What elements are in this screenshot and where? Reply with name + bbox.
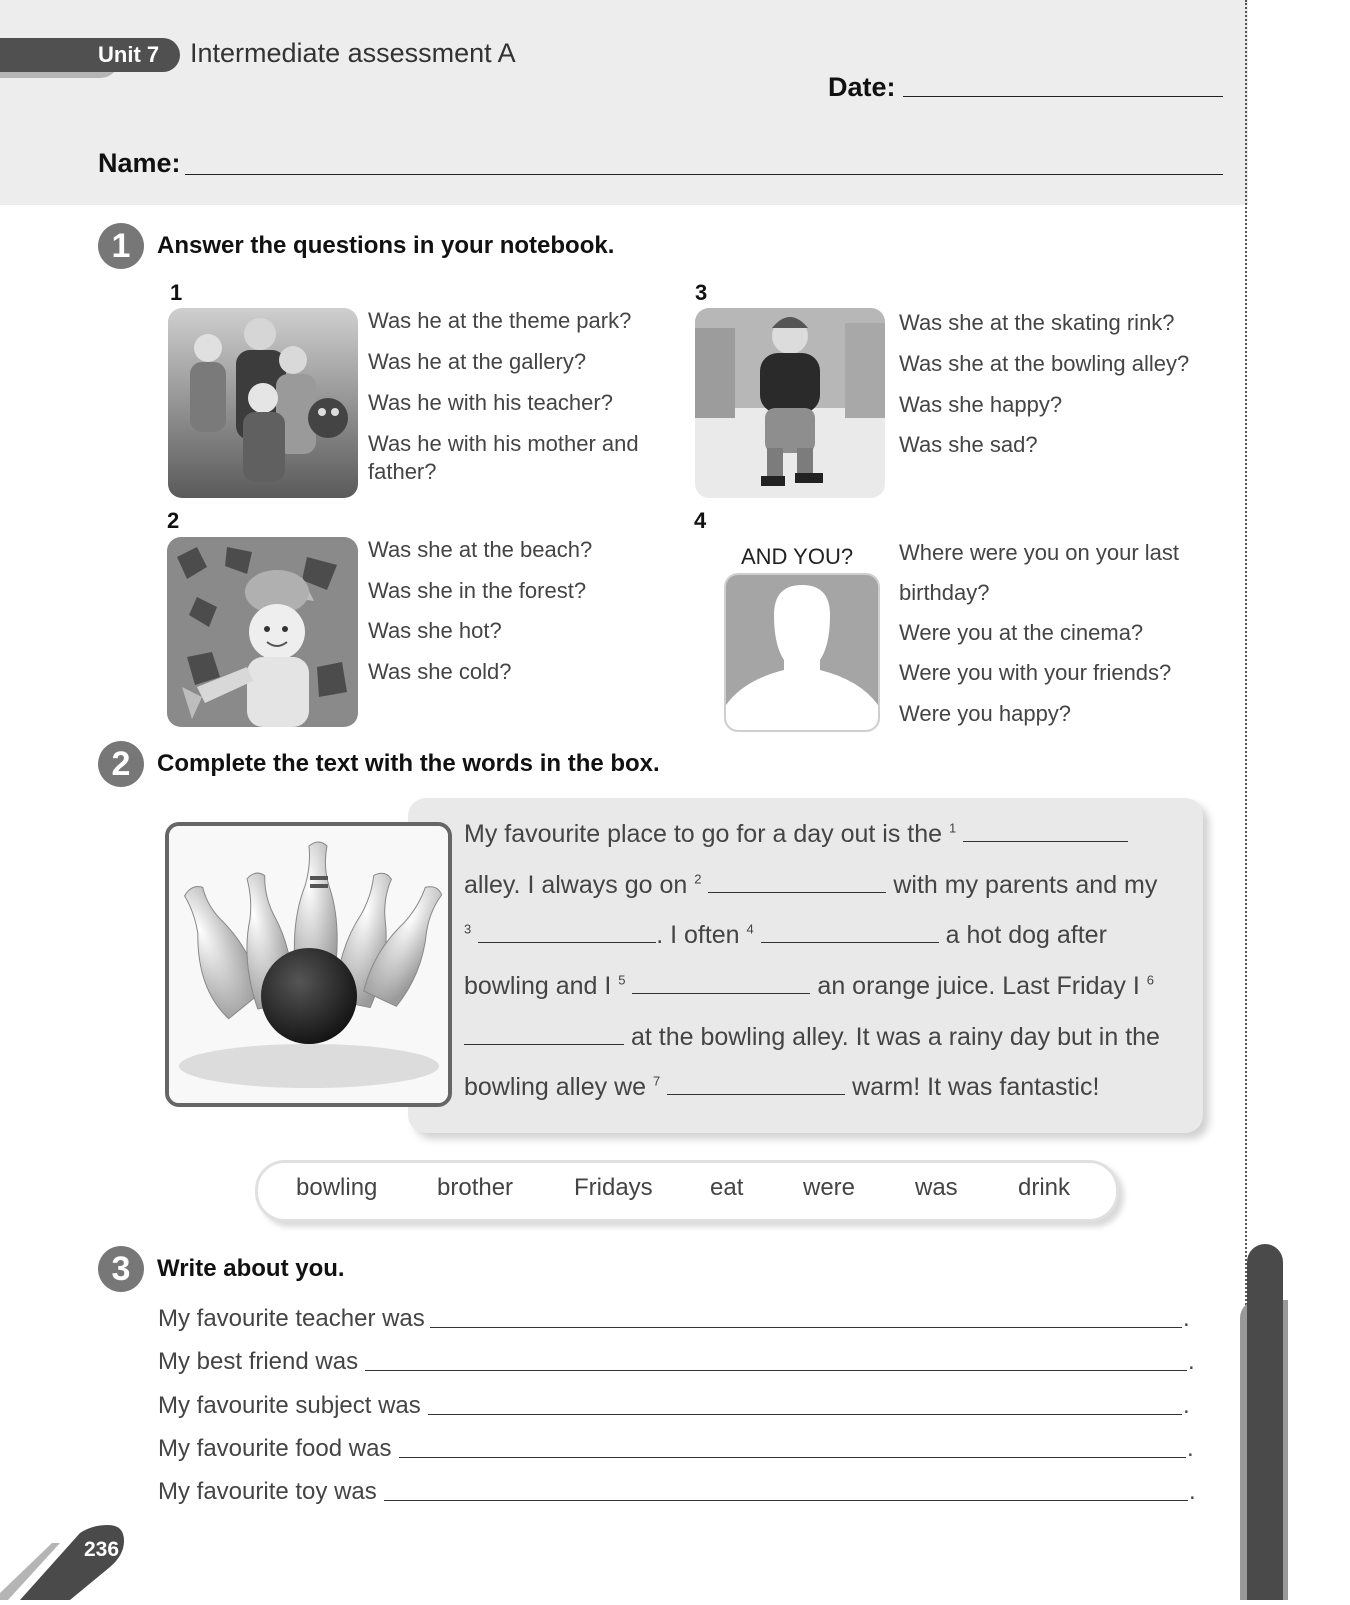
- word-box-item: were: [803, 1174, 856, 1201]
- item-4-question: Were you happy?: [899, 701, 1072, 726]
- exercise-3-instruction: Write about you.: [157, 1255, 345, 1282]
- end-mark: .: [1187, 1435, 1194, 1462]
- page-number: 236: [84, 1538, 120, 1561]
- text-line-4: [464, 972, 1154, 1001]
- exercise-3-number: 3: [98, 1246, 144, 1292]
- item-4-question: birthday?: [899, 580, 990, 605]
- text-segment: alley. I always go on: [464, 871, 688, 899]
- text-segment: My favourite place to go for a day out is the: [464, 820, 943, 848]
- item-3-number: 3: [695, 280, 708, 305]
- item-4-question: Where were you on your last: [899, 540, 1180, 565]
- gap-4[interactable]: [761, 924, 939, 943]
- item-3-question: Was she happy?: [899, 392, 1063, 417]
- gap-number: 3: [464, 921, 472, 937]
- word-box-item: was: [915, 1174, 958, 1201]
- word-box-item: eat: [710, 1174, 744, 1201]
- item-2-question: Was she in the forest?: [368, 578, 587, 603]
- end-mark: .: [1189, 1478, 1196, 1505]
- item-3-question: Was she at the skating rink?: [899, 310, 1175, 335]
- item-1-question: Was he with his mother and: [368, 431, 639, 456]
- write-prompt: My favourite teacher was: [158, 1305, 425, 1332]
- item-1-question: Was he with his teacher?: [368, 390, 613, 415]
- item-4-number: 4: [694, 508, 707, 533]
- exercise-1-instruction: Answer the questions in your notebook.: [157, 232, 615, 259]
- text-segment: bowling and I: [464, 972, 612, 1000]
- gap-1[interactable]: [963, 823, 1128, 842]
- item-3-question: Was she sad?: [899, 432, 1038, 457]
- gap-7[interactable]: [667, 1076, 845, 1095]
- gap-6[interactable]: [464, 1026, 624, 1045]
- gap-number: 2: [694, 871, 702, 887]
- family-theme-park-photo: [168, 308, 358, 498]
- write-prompt: My favourite toy was: [158, 1478, 377, 1505]
- word-box: [255, 1160, 1119, 1222]
- write-prompt: My favourite subject was: [158, 1392, 421, 1419]
- side-tab-label: Material fotocopiable: [1218, 1179, 1241, 1390]
- exercise-2-instruction: Complete the text with the words in the box.: [157, 750, 660, 777]
- exercise-1-number: 1: [98, 223, 144, 269]
- gap-number: 5: [618, 972, 626, 988]
- item-1-question: father?: [368, 459, 437, 484]
- item-4-question: Were you at the cinema?: [899, 620, 1144, 645]
- end-mark: .: [1188, 1348, 1195, 1375]
- text-line-1: [464, 820, 1128, 849]
- word-box-item: Fridays: [574, 1174, 653, 1201]
- date-label: Date:: [828, 72, 896, 102]
- gap-3[interactable]: [478, 924, 656, 943]
- text-segment: warm! It was fantastic!: [852, 1073, 1100, 1101]
- write-line[interactable]: [384, 1500, 1188, 1501]
- unit-label: Unit 7: [98, 42, 160, 67]
- girl-autumn-leaves-photo: [167, 537, 358, 727]
- text-segment: a hot dog after: [945, 921, 1107, 949]
- date-field[interactable]: [903, 96, 1223, 97]
- name-field[interactable]: [185, 174, 1223, 175]
- gap-number: 6: [1146, 972, 1155, 988]
- gap-number: 4: [746, 921, 754, 937]
- item-1-number: 1: [170, 280, 183, 305]
- name-label: Name:: [98, 148, 181, 178]
- and-you-caption: AND YOU?: [741, 544, 854, 569]
- item-2-number: 2: [167, 508, 180, 533]
- write-line[interactable]: [399, 1457, 1186, 1458]
- girl-ice-skating-photo: [695, 308, 885, 498]
- write-line[interactable]: [428, 1414, 1182, 1415]
- item-4-question: Were you with your friends?: [899, 660, 1172, 685]
- text-segment: . I often: [656, 921, 740, 949]
- text-line-6: [464, 1073, 1099, 1102]
- text-line-5: [464, 1023, 1160, 1052]
- word-box-item: bowling: [296, 1174, 378, 1201]
- exercise-2-number: 2: [98, 741, 144, 787]
- page-corner-tab: [0, 1525, 130, 1605]
- write-prompt: My best friend was: [158, 1348, 359, 1375]
- gap-2[interactable]: [708, 874, 886, 893]
- text-line-2: [464, 871, 1157, 900]
- text-segment: an orange juice. Last Friday I: [817, 972, 1140, 1000]
- item-1-question: Was he at the gallery?: [368, 349, 587, 374]
- bowling-pins-photo: [165, 822, 452, 1107]
- text-segment: with my parents and my: [893, 871, 1158, 899]
- write-prompt: My favourite food was: [158, 1435, 392, 1462]
- person-silhouette-icon: [724, 573, 880, 732]
- write-line[interactable]: [365, 1370, 1187, 1371]
- word-box-item: drink: [1018, 1174, 1071, 1201]
- word-box-item: brother: [437, 1174, 514, 1201]
- item-1-question: Was he at the theme park?: [368, 308, 632, 333]
- gap-number: 7: [653, 1073, 661, 1089]
- item-2-question: Was she at the beach?: [368, 537, 593, 562]
- text-segment: at the bowling alley. It was a rainy day but in the: [630, 1023, 1160, 1051]
- side-tab: [1247, 1244, 1283, 1600]
- item-3-question: Was she at the bowling alley?: [899, 351, 1190, 376]
- text-segment: bowling alley we: [464, 1073, 647, 1101]
- text-line-3: [464, 921, 1107, 950]
- end-mark: .: [1183, 1305, 1190, 1332]
- gap-5[interactable]: [632, 975, 810, 994]
- item-2-question: Was she hot?: [368, 618, 502, 643]
- assessment-title: Intermediate assessment A: [190, 38, 516, 68]
- item-2-question: Was she cold?: [368, 659, 512, 684]
- end-mark: .: [1183, 1392, 1190, 1419]
- gap-number: 1: [949, 820, 957, 836]
- write-line[interactable]: [430, 1327, 1182, 1328]
